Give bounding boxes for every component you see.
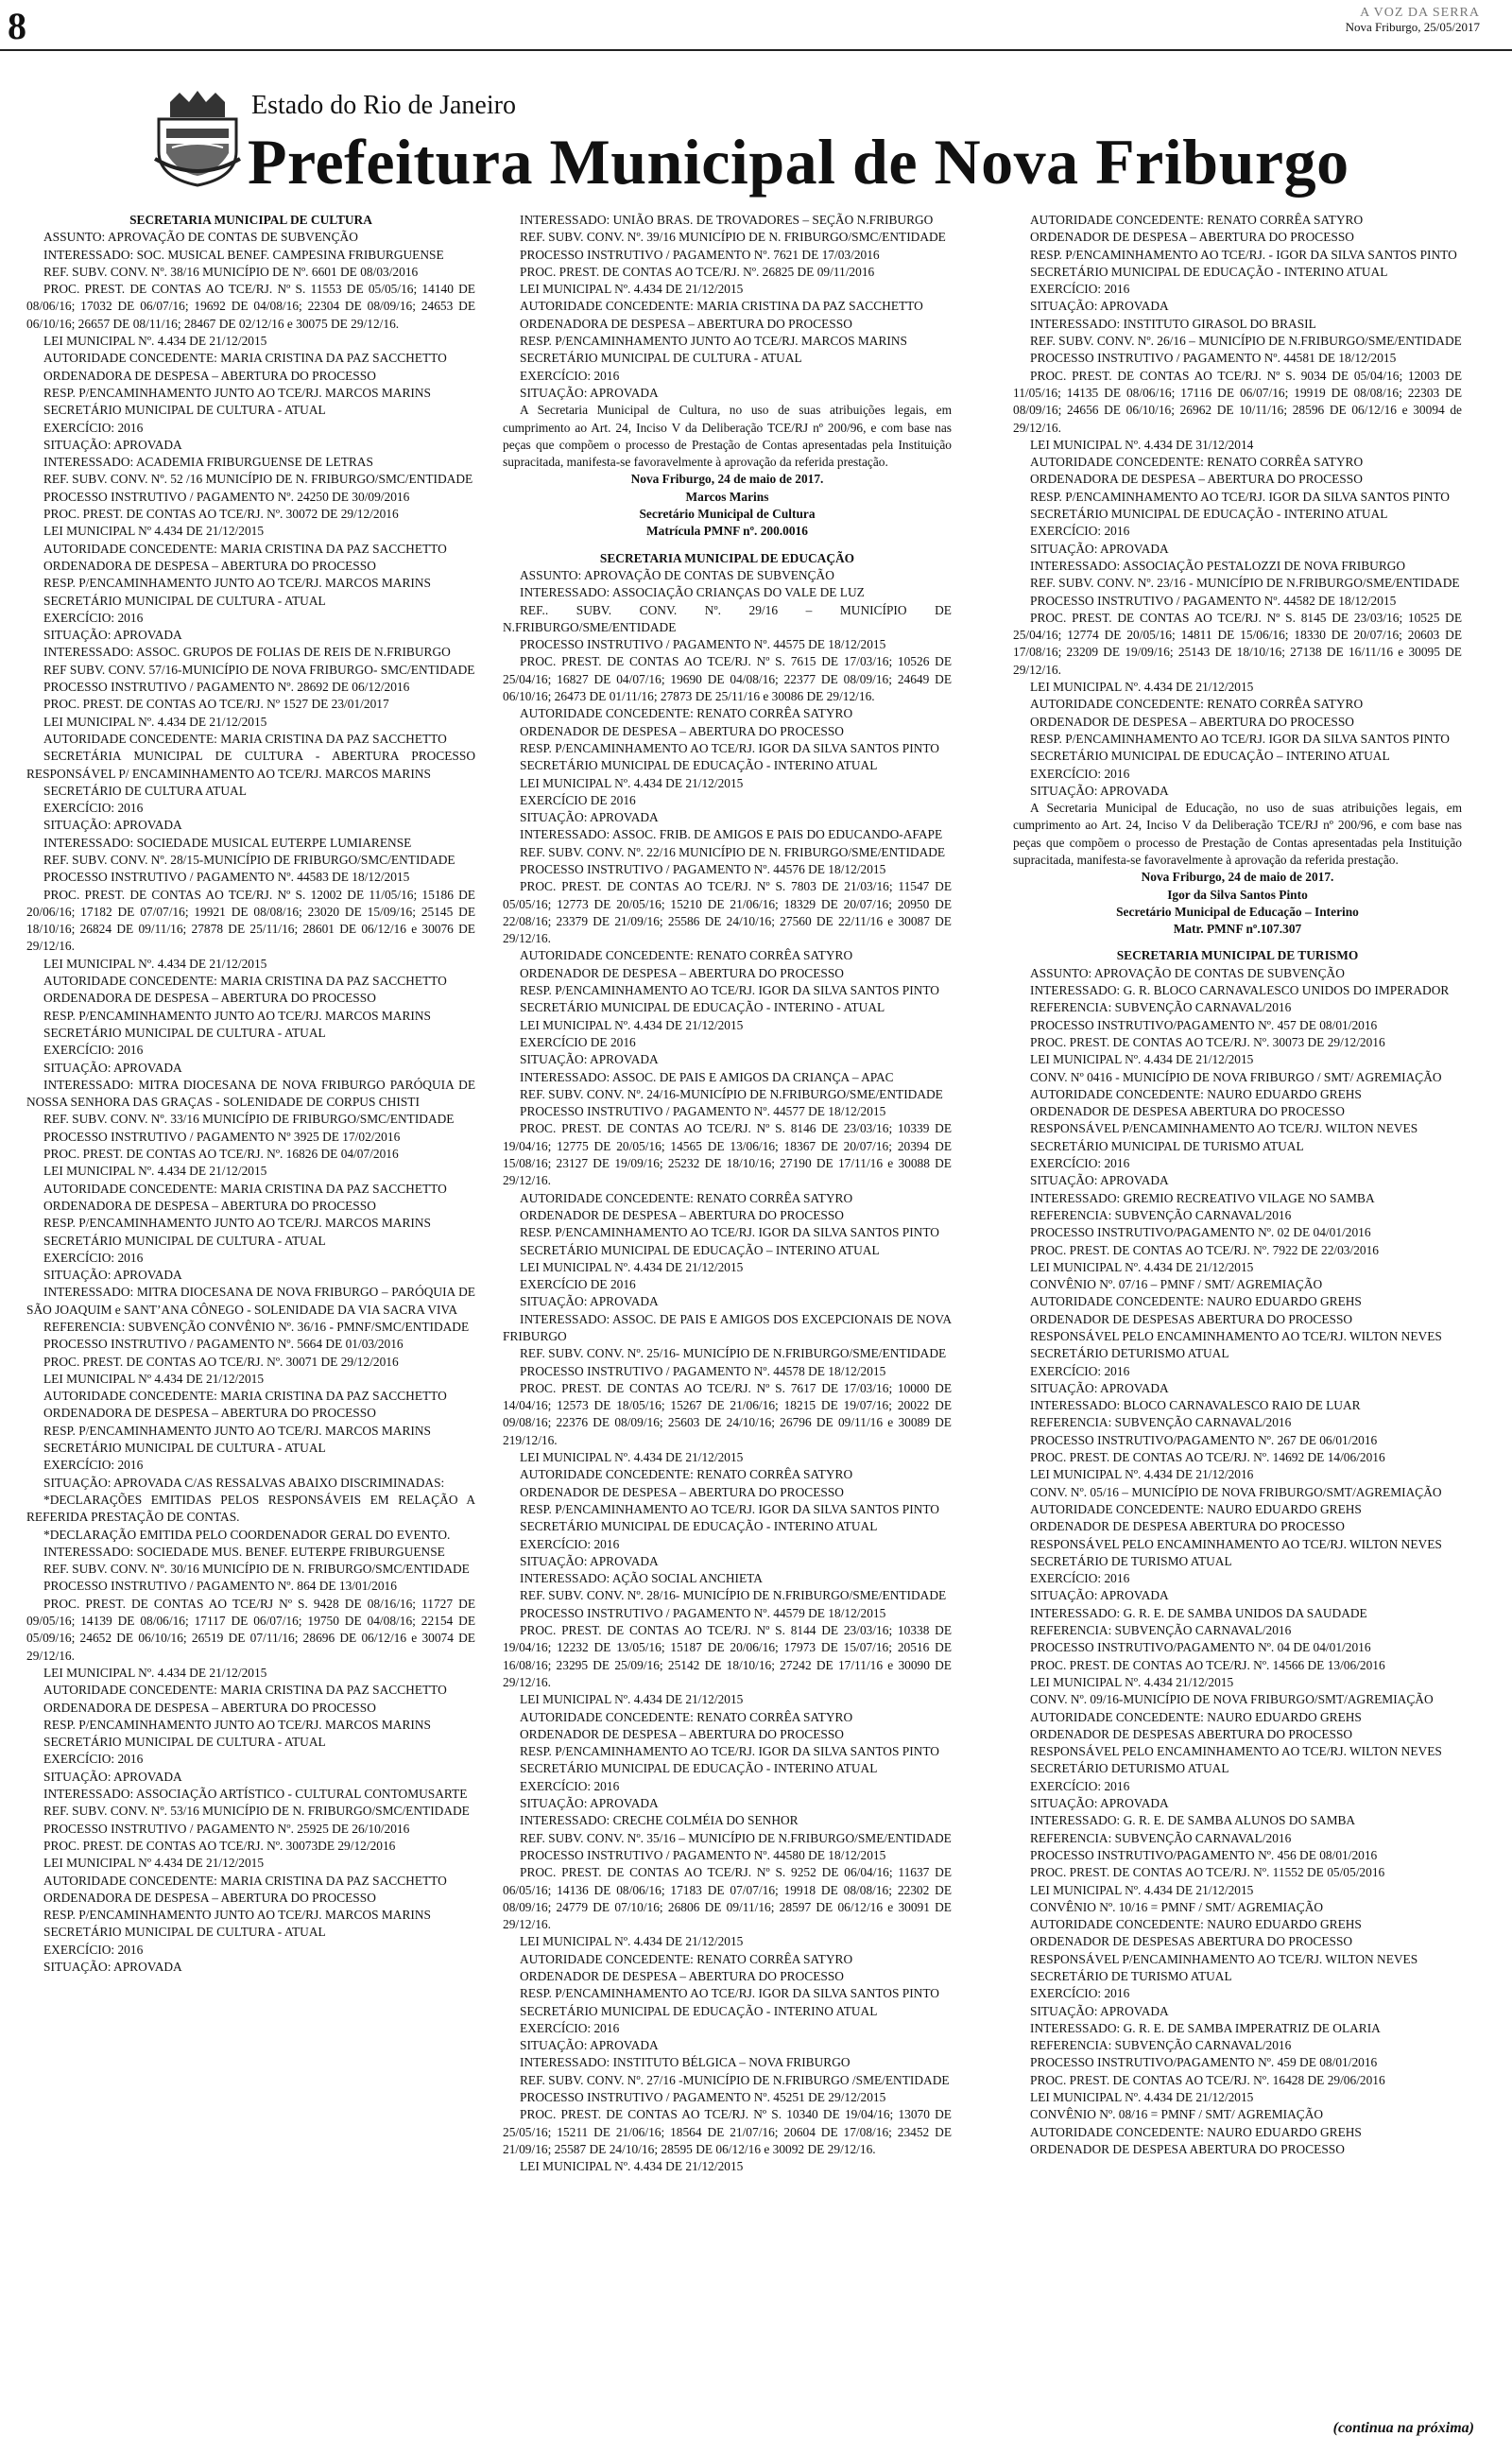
paragraph: AUTORIDADE CONCEDENTE: RENATO CORRÊA SATYRO: [520, 706, 853, 721]
paragraph: RESP. P/ENCAMINHAMENTO JUNTO AO TCE/RJ. MARCOS MARINS: [43, 1423, 431, 1438]
page-title: Prefeitura Municipal de Nova Friburgo: [248, 126, 1349, 198]
paragraph: PROCESSO INSTRUTIVO / PAGAMENTO Nº 3925 DE 17/02/2016: [43, 1129, 401, 1144]
paragraph: EXERCÍCIO DE 2016: [520, 792, 636, 807]
paragraph: SITUAÇÃO: APROVADA: [520, 1553, 659, 1568]
paragraph: SECRETÁRIO DETURISMO ATUAL: [1030, 1761, 1229, 1776]
section-heading: Matrícula PMNF nº. 200.0016: [646, 524, 808, 539]
paragraph: REFERENCIA: SUBVENÇÃO CARNAVAL/2016: [1030, 1207, 1292, 1222]
paragraph: LEI MUNICIPAL Nº. 4.434 DE 31/12/2014: [1030, 437, 1254, 452]
paragraph: SECRETÁRIO MUNICIPAL DE CULTURA - ATUAL: [43, 1925, 326, 1940]
paragraph: SITUAÇÃO: APROVADA: [43, 437, 182, 452]
paragraph: INTERESSADO: ASSOC. GRUPOS DE FOLIAS DE REIS DE N.FRIBURGO: [43, 645, 451, 660]
paragraph: RESP. P/ENCAMINHAMENTO AO TCE/RJ. IGOR DA SILVA SANTOS PINTO: [520, 1744, 939, 1759]
paragraph: INTERESSADO: UNIÃO BRAS. DE TROVADORES – SEÇÃO N.FRIBURGO: [520, 213, 934, 227]
paragraph: EXERCÍCIO: 2016: [520, 368, 620, 383]
paragraph: REFERENCIA: SUBVENÇÃO CONVÊNIO Nº. 36/16 - PMNF/SMC/ENTIDADE: [43, 1320, 470, 1334]
page-number: 8: [8, 5, 26, 47]
paragraph: PROCESSO INSTRUTIVO / PAGAMENTO Nº. 44579 DE 18/12/2015: [520, 1605, 886, 1620]
paragraph: EXERCÍCIO: 2016: [1030, 766, 1130, 781]
paragraph: REF. SUBV. CONV. Nº. 26/16 – MUNICÍPIO DE N.FRIBURGO/SME/ENTIDADE: [1030, 334, 1462, 349]
paragraph: ORDENADOR DE DESPESAS ABERTURA DO PROCESSO: [1030, 1311, 1353, 1326]
section-heading: Nova Friburgo, 24 de maio de 2017.: [1141, 870, 1334, 885]
paragraph: SECRETÁRIO DETURISMO ATUAL: [1030, 1346, 1229, 1361]
paragraph: PROCESSO INSTRUTIVO / PAGAMENTO Nº. 44583 DE 18/12/2015: [43, 870, 410, 885]
paragraph: ORDENADORA DE DESPESA – ABERTURA DO PROCESSO: [43, 1700, 376, 1715]
paragraph: REFERENCIA: SUBVENÇÃO CARNAVAL/2016: [1030, 1623, 1292, 1638]
paragraph: ORDENADOR DE DESPESA – ABERTURA DO PROCESSO: [520, 1484, 844, 1499]
paragraph: EXERCÍCIO DE 2016: [520, 1034, 636, 1049]
paragraph: PROC. PREST. DE CONTAS AO TCE/RJ. Nº 1527 DE 23/01/2017: [43, 697, 389, 712]
paragraph: SITUAÇÃO: APROVADA: [520, 810, 659, 825]
paragraph: ORDENADORA DE DESPESA – ABERTURA DO PROCESSO: [43, 368, 376, 383]
paragraph: PROC. PREST. DE CONTAS AO TCE/RJ. Nº S. 7617 DE 17/03/16; 10000 DE 14/04/16; 12573 DE 18/05/16; 15267 DE 21/06/16; 18215 DE 19/07/16; 20022 DE 09/08/16; 22376 DE 08/09/16; 25603 DE 24/10/16; 26796 DE 09/11/16 e 30089 DE 219/12/16.: [503, 1380, 952, 1447]
paragraph: EXERCÍCIO: 2016: [1030, 282, 1130, 297]
paragraph: AUTORIDADE CONCEDENTE: NAURO EDUARDO GREHS: [1030, 1501, 1362, 1516]
paragraph: REF. SUBV. CONV. Nº. 30/16 MUNICÍPIO DE N. FRIBURGO/SMC/ENTIDADE: [43, 1562, 470, 1577]
section-heading: Secretário Municipal de Educação – Interino: [1116, 904, 1359, 919]
paragraph: RESP. P/ENCAMINHAMENTO JUNTO AO TCE/RJ. MARCOS MARINS: [43, 576, 431, 591]
paragraph: AUTORIDADE CONCEDENTE: RENATO CORRÊA SATYRO: [520, 1951, 853, 1966]
paragraph: ASSUNTO: APROVAÇÃO DE CONTAS DE SUBVENÇÃO: [1030, 965, 1345, 980]
paragraph: AUTORIDADE CONCEDENTE: MARIA CRISTINA DA PAZ SACCHETTO: [43, 731, 447, 746]
section-heading: SECRETARIA MUNICIPAL DE CULTURA: [129, 213, 372, 227]
spacer: [1013, 938, 1462, 947]
paragraph: EXERCÍCIO: 2016: [43, 1942, 144, 1957]
paragraph: PROCESSO INSTRUTIVO / PAGAMENTO Nº. 44575 DE 18/12/2015: [520, 637, 886, 652]
paragraph: EXERCÍCIO: 2016: [1030, 1571, 1130, 1586]
paragraph: EXERCÍCIO: 2016: [43, 801, 144, 816]
paragraph: PROCESSO INSTRUTIVO / PAGAMENTO Nº. 44577 DE 18/12/2015: [520, 1104, 886, 1119]
paragraph: PROC. PREST. DE CONTAS AO TCE/RJ. Nº. 14692 DE 14/06/2016: [1030, 1450, 1385, 1465]
paragraph: SECRETÁRIO MUNICIPAL DE CULTURA - ATUAL: [520, 351, 802, 366]
paragraph: SECRETÁRIO MUNICIPAL DE TURISMO ATUAL: [1030, 1138, 1304, 1153]
paragraph: SITUAÇÃO: APROVADA: [1030, 1380, 1169, 1395]
paragraph: AUTORIDADE CONCEDENTE: RENATO CORRÊA SATYRO: [1030, 455, 1364, 470]
paragraph: LEI MUNICIPAL Nº. 4.434 DE 21/12/2015: [520, 282, 744, 297]
paragraph: LEI MUNICIPAL Nº. 4.434 DE 21/12/2015: [43, 334, 267, 349]
paragraph: SECRETÁRIO DE CULTURA ATUAL: [43, 783, 247, 798]
paragraph: AUTORIDADE CONCEDENTE: MARIA CRISTINA DA PAZ SACCHETTO: [43, 974, 447, 989]
paragraph: PROC. PREST. DE CONTAS AO TCE/RJ. Nº. 16428 DE 29/06/2016: [1030, 2072, 1385, 2087]
paragraph: SECRETÁRIO MUNICIPAL DE CULTURA - ATUAL: [43, 1025, 326, 1040]
paragraph: PROC. PREST. DE CONTAS AO TCE/RJ. Nº. 7922 DE 22/03/2016: [1030, 1242, 1380, 1257]
paragraph: ORDENADOR DE DESPESA – ABERTURA DO PROCESSO: [1030, 714, 1354, 729]
paragraph: SECRETÁRIO MUNICIPAL DE CULTURA - ATUAL: [43, 1441, 326, 1456]
paragraph: EXERCÍCIO: 2016: [1030, 1156, 1130, 1171]
paragraph: SITUAÇÃO: APROVADA: [1030, 1173, 1169, 1188]
paragraph: PROCESSO INSTRUTIVO / PAGAMENTO Nº. 44578 DE 18/12/2015: [520, 1363, 886, 1378]
paragraph: INTERESSADO: G. R. E. DE SAMBA ALUNOS DO SAMBA: [1030, 1813, 1356, 1828]
paragraph: SITUAÇÃO: APROVADA: [520, 1052, 659, 1067]
paragraph: SITUAÇÃO: APROVADA: [520, 1796, 659, 1811]
paragraph: REF. SUBV. CONV. Nº. 53/16 MUNICÍPIO DE N. FRIBURGO/SMC/ENTIDADE: [43, 1804, 470, 1819]
paragraph: INTERESSADO: BLOCO CARNAVALESCO RAIO DE LUAR: [1030, 1398, 1361, 1413]
paragraph: ORDENADORA DE DESPESA – ABERTURA DO PROCESSO: [43, 1198, 376, 1213]
paragraph: ORDENADOR DE DESPESA – ABERTURA DO PROCESSO: [520, 1726, 844, 1741]
paragraph: RESP. P/ENCAMINHAMENTO JUNTO AO TCE/RJ. MARCOS MARINS: [43, 1908, 431, 1923]
section-heading: Secretário Municipal de Cultura: [639, 507, 816, 522]
column-left: [26, 212, 475, 2414]
paragraph: EXERCÍCIO: 2016: [43, 1043, 144, 1058]
paragraph: INTERESSADO: ASSOCIAÇÃO CRIANÇAS DO VALE DE LUZ: [520, 585, 865, 600]
paragraph: PROC. PREST. DE CONTAS AO TCE/RJ Nº S. 9428 DE 08/16/16; 11727 DE 09/05/16; 14139 DE 08/06/16; 17117 DE 06/07/16; 19750 DE 04/08/16; 22154 DE 05/09/16; 24652 DE 06/10/16; 26519 DE 07/11/16; 28696 DE 06/12/16 e 30074 DE 29/12/16.: [26, 1596, 475, 1663]
paragraph: SECRETÁRIO MUNICIPAL DE EDUCAÇÃO - INTERINO ATUAL: [1030, 507, 1388, 522]
paragraph: PROCESSO INSTRUTIVO/PAGAMENTO Nº. 456 DE 08/01/2016: [1030, 1847, 1378, 1862]
paragraph: INTERESSADO: G. R. BLOCO CARNAVALESCO UNIDOS DO IMPERADOR: [1030, 983, 1450, 998]
paragraph: RESPONSÁVEL PELO ENCAMINHAMENTO AO TCE/RJ. WILTON NEVES: [1030, 1329, 1442, 1343]
paragraph: SITUAÇÃO: APROVADA: [1030, 783, 1169, 798]
paragraph: PROCESSO INSTRUTIVO/PAGAMENTO Nº. 02 DE 04/01/2016: [1030, 1225, 1371, 1240]
paragraph: AUTORIDADE CONCEDENTE: RENATO CORRÊA SATYRO: [520, 1709, 853, 1724]
paragraph: PROC. PREST. DE CONTAS AO TCE/RJ. Nº. 30073 DE 29/12/2016: [1030, 1034, 1385, 1049]
paragraph: SITUAÇÃO: APROVADA: [1030, 1588, 1169, 1603]
paragraph: RESPONSÁVEL P/ENCAMINHAMENTO AO TCE/RJ. WILTON NEVES: [1030, 1121, 1418, 1136]
paragraph: ORDENADORA DE DESPESA – ABERTURA DO PROCESSO: [43, 1406, 376, 1421]
paragraph: LEI MUNICIPAL Nº. 4.434 DE 21/12/2015: [1030, 680, 1254, 695]
paragraph: REF. SUBV. CONV. Nº. 23/16 - MUNICÍPIO DE N.FRIBURGO/SME/ENTIDADE: [1030, 576, 1460, 591]
paragraph: REF. SUBV. CONV. Nº. 24/16-MUNICÍPIO DE N.FRIBURGO/SME/ENTIDADE: [520, 1086, 943, 1101]
paragraph: SITUAÇÃO: APROVADA: [520, 1294, 659, 1309]
paragraph: LEI MUNICIPAL Nº. 4.434 DE 21/12/2015: [1030, 1052, 1254, 1067]
paragraph: RESP. P/ENCAMINHAMENTO AO TCE/RJ. IGOR DA SILVA SANTOS PINTO: [1030, 489, 1450, 504]
paragraph: ORDENADORA DE DESPESA – ABERTURA DO PROCESSO: [520, 316, 852, 331]
paragraph: INTERESSADO: ASSOCIAÇÃO ARTÍSTICO - CULTURAL CONTOMUSARTE: [43, 1787, 468, 1802]
paragraph: PROC. PREST. DE CONTAS AO TCE/RJ. Nº S. 9034 DE 05/04/16; 12003 DE 11/05/16; 14135 DE 08/06/16; 17116 DE 06/07/16; 19919 DE 08/08/16; 22303 DE 08/09/16; 24656 DE 06/10/16; 26962 DE 10/11/16; 28596 DE 06/12/16 e 30094 de 29/12/16.: [1013, 368, 1462, 435]
paragraph: CONV. Nº. 09/16-MUNICÍPIO DE NOVA FRIBURGO/SMT/AGREMIAÇÃO: [1030, 1692, 1434, 1707]
paragraph: INTERESSADO: SOCIEDADE MUSICAL EUTERPE LUMIARENSE: [43, 835, 412, 850]
paragraph: PROCESSO INSTRUTIVO / PAGAMENTO Nº. 44576 DE 18/12/2015: [520, 861, 886, 876]
paragraph: AUTORIDADE CONCEDENTE: MARIA CRISTINA DA PAZ SACCHETTO: [520, 299, 923, 314]
paragraph: ORDENADORA DE DESPESA – ABERTURA DO PROCESSO: [1030, 472, 1363, 487]
paragraph: INTERESSADO: MITRA DIOCESANA DE NOVA FRIBURGO – PARÓQUIA DE SÃO JOAQUIM e SANT’ANA CÔNEGO - SOLENIDADE DA VIA SACRA VIVA: [26, 1285, 475, 1317]
paragraph: LEI MUNICIPAL Nº. 4.434 21/12/2015: [1030, 1674, 1234, 1689]
paragraph: SITUAÇÃO: APROVADA: [43, 628, 182, 643]
paragraph: PROC. PREST. DE CONTAS AO TCE/RJ. Nº. 16826 DE 04/07/2016: [43, 1147, 399, 1162]
paragraph: PROCESSO INSTRUTIVO / PAGAMENTO Nº. 45251 DE 29/12/2015: [520, 2090, 886, 2105]
paragraph: RESP. P/ENCAMINHAMENTO AO TCE/RJ. - IGOR DA SILVA SANTOS PINTO: [1030, 247, 1457, 262]
paragraph: AUTORIDADE CONCEDENTE: NAURO EDUARDO GREHS: [1030, 1294, 1362, 1309]
paragraph: RESP. P/ENCAMINHAMENTO AO TCE/RJ. IGOR DA SILVA SANTOS PINTO: [520, 983, 939, 998]
paragraph: SITUAÇÃO: APROVADA: [1030, 299, 1169, 314]
header-rule: [0, 49, 1512, 51]
section-heading: SECRETARIA MUNICIPAL DE TURISMO: [1116, 948, 1359, 963]
page-header-meta: [1346, 6, 1480, 34]
paragraph: PROCESSO INSTRUTIVO / PAGAMENTO Nº. 44581 DE 18/12/2015: [1030, 351, 1397, 366]
paragraph: INTERESSADO: GREMIO RECREATIVO VILAGE NO SAMBA: [1030, 1190, 1375, 1205]
paragraph: REF. SUBV. CONV. Nº. 22/16 MUNICÍPIO DE N. FRIBURGO/SME/ENTIDADE: [520, 844, 946, 859]
paragraph: PROCESSO INSTRUTIVO/PAGAMENTO Nº. 04 DE 04/01/2016: [1030, 1640, 1371, 1655]
paragraph: LEI MUNICIPAL Nº. 4.434 DE 21/12/2015: [520, 1692, 744, 1707]
paragraph: EXERCÍCIO: 2016: [43, 610, 144, 625]
paragraph: REF. SUBV. CONV. Nº. 28/16- MUNICÍPIO DE N.FRIBURGO/SME/ENTIDADE: [520, 1588, 947, 1603]
paragraph: PROCESSO INSTRUTIVO / PAGAMENTO Nº. 28692 DE 06/12/2016: [43, 680, 410, 695]
paragraph: SITUAÇÃO: APROVADA: [1030, 2003, 1169, 2018]
paragraph: SECRETÁRIO MUNICIPAL DE EDUCAÇÃO - INTERINO ATUAL: [1030, 264, 1388, 279]
paragraph: PROCESSO INSTRUTIVO / PAGAMENTO Nº. 25925 DE 26/10/2016: [43, 1821, 410, 1836]
paragraph: SECRETÁRIA MUNICIPAL DE CULTURA - ABERTURA PROCESSO RESPONSÁVEL P/ ENCAMINHAMENTO AO TCE/RJ. MARCOS MARINS: [26, 749, 475, 781]
paragraph: LEI MUNICIPAL Nº. 4.434 DE 21/12/2016: [1030, 1467, 1254, 1482]
column-middle: [503, 212, 952, 2414]
paragraph: REFERENCIA: SUBVENÇÃO CARNAVAL/2016: [1030, 2038, 1292, 2053]
paragraph: SECRETÁRIO MUNICIPAL DE EDUCAÇÃO - INTERINO ATUAL: [520, 1761, 878, 1776]
paragraph: LEI MUNICIPAL Nº. 4.434 DE 21/12/2015: [520, 1934, 744, 1949]
paragraph: REF. SUBV. CONV. Nº. 38/16 MUNICÍPIO DE Nº. 6601 DE 08/03/2016: [43, 264, 419, 279]
spacer: [503, 541, 952, 550]
dateline: Nova Friburgo, 25/05/2017: [1345, 20, 1480, 34]
paragraph: AUTORIDADE CONCEDENTE: NAURO EDUARDO GREHS: [1030, 1086, 1362, 1101]
paragraph: AUTORIDADE CONCEDENTE: MARIA CRISTINA DA PAZ SACCHETTO: [43, 1181, 447, 1196]
paragraph: PROC. PREST. DE CONTAS AO TCE/RJ. Nº S. 12002 DE 11/05/16; 15186 DE 20/06/16; 17182 DE 07/07/16; 19921 DE 08/08/16; 23020 DE 15/09/16; 25145 DE 18/10/16; 26824 DE 09/11/16; 27878 DE 25/11/16; 28601 DE 06/12/16 e 30076 DE 29/12/16.: [26, 887, 475, 954]
paragraph: EXERCÍCIO: 2016: [43, 1458, 144, 1473]
paragraph: LEI MUNICIPAL Nº. 4.434 DE 21/12/2015: [520, 2159, 744, 2174]
paragraph: ORDENADOR DE DESPESAS ABERTURA DO PROCESSO: [1030, 1934, 1353, 1949]
paragraph: INTERESSADO: INSTITUTO GIRASOL DO BRASIL: [1030, 316, 1316, 331]
paragraph: SITUAÇÃO: APROVADA C/AS RESSALVAS ABAIXO DISCRIMINADAS:: [43, 1475, 445, 1490]
section-heading: Marcos Marins: [685, 489, 769, 504]
paragraph: CONVÊNIO Nº. 10/16 = PMNF / SMT/ AGREMIAÇÃO: [1030, 1899, 1324, 1914]
paragraph: PROC. PREST. DE CONTAS AO TCE/RJ. Nº. 14566 DE 13/06/2016: [1030, 1657, 1385, 1672]
paragraph: *DECLARAÇÕES EMITIDAS PELOS RESPONSÁVEIS EM RELAÇÃO A REFERIDA PRESTAÇÃO DE CONTAS.: [26, 1492, 475, 1525]
paragraph: AUTORIDADE CONCEDENTE: RENATO CORRÊA SATYRO: [520, 1467, 853, 1482]
paragraph: ORDENADOR DE DESPESA – ABERTURA DO PROCESSO: [520, 1968, 844, 1983]
paragraph: REFERENCIA: SUBVENÇÃO CARNAVAL/2016: [1030, 1415, 1292, 1430]
paragraph: ORDENADOR DE DESPESA – ABERTURA DO PROCESSO: [520, 723, 844, 738]
coat-of-arms-icon: [151, 91, 244, 187]
paragraph: LEI MUNICIPAL Nº 4.434 DE 21/12/2015: [43, 1371, 265, 1386]
paragraph: REF. SUBV. CONV. Nº. 28/15-MUNICÍPIO DE FRIBURGO/SMC/ENTIDADE: [43, 852, 455, 867]
paragraph: EXERCÍCIO DE 2016: [520, 1277, 636, 1292]
paragraph: AUTORIDADE CONCEDENTE: RENATO CORRÊA SATYRO: [520, 1190, 853, 1205]
section-heading: Matr. PMNF nº.107.307: [1173, 922, 1302, 937]
paragraph: REFERENCIA: SUBVENÇÃO CARNAVAL/2016: [1030, 1000, 1292, 1015]
paragraph: RESP. P/ENCAMINHAMENTO AO TCE/RJ. IGOR DA SILVA SANTOS PINTO: [520, 740, 939, 755]
paragraph: LEI MUNICIPAL Nº 4.434 DE 21/12/2015: [43, 524, 265, 539]
paragraph: ORDENADOR DE DESPESA ABERTURA DO PROCESSO: [1030, 1519, 1345, 1534]
paragraph: PROC. PREST. DE CONTAS AO TCE/RJ. Nº S. 9252 DE 06/04/16; 11637 DE 06/05/16; 14136 DE 08/06/16; 17183 DE 07/07/16; 19918 DE 08/08/16; 22302 DE 08/09/16; 24779 DE 07/10/16; 26806 DE 09/11/16; 28597 DE 06/12/16 e 30091 DE 29/12/16.: [503, 1865, 952, 1932]
paragraph: AUTORIDADE CONCEDENTE: NAURO EDUARDO GREHS: [1030, 2124, 1362, 2139]
paragraph: ORDENADORA DE DESPESA – ABERTURA DO PROCESSO: [43, 558, 376, 573]
paragraph: EXERCÍCIO: 2016: [1030, 1986, 1130, 2001]
paragraph: LEI MUNICIPAL Nº. 4.434 DE 21/12/2015: [43, 1164, 267, 1179]
paragraph: RESP. P/ENCAMINHAMENTO JUNTO AO TCE/RJ. MARCOS MARINS: [520, 334, 907, 349]
paragraph: LEI MUNICIPAL Nº. 4.434 DE 21/12/2015: [43, 1665, 267, 1680]
paragraph: PROC. PREST. DE CONTAS AO TCE/RJ. Nº S. 11553 DE 05/05/16; 14140 DE 08/06/16; 17032 DE 06/07/16; 19692 DE 04/08/16; 22304 DE 08/09/16; 24653 DE 06/10/16; 26657 DE 08/11/16; 28467 DE 02/12/16 e 30075 DE 29/12/16.: [26, 282, 475, 331]
paragraph: SECRETÁRIO MUNICIPAL DE EDUCAÇÃO - INTERINO - ATUAL: [520, 1000, 885, 1015]
paragraph: EXERCÍCIO: 2016: [520, 2020, 620, 2035]
paragraph: AUTORIDADE CONCEDENTE: RENATO CORRÊA SATYRO: [1030, 213, 1364, 227]
paragraph: RESP. P/ENCAMINHAMENTO AO TCE/RJ. IGOR DA SILVA SANTOS PINTO: [1030, 731, 1450, 746]
paragraph: EXERCÍCIO: 2016: [43, 420, 144, 435]
paragraph: LEI MUNICIPAL Nº. 4.434 DE 21/12/2015: [1030, 1259, 1254, 1274]
paragraph: INTERESSADO: CRECHE COLMÉIA DO SENHOR: [520, 1813, 799, 1828]
paragraph: SECRETÁRIO MUNICIPAL DE EDUCAÇÃO - INTERINO ATUAL: [520, 758, 878, 773]
paragraph: SITUAÇÃO: APROVADA: [43, 1268, 182, 1283]
paragraph: LEI MUNICIPAL Nº. 4.434 DE 21/12/2015: [43, 956, 267, 971]
paragraph: AUTORIDADE CONCEDENTE: MARIA CRISTINA DA PAZ SACCHETTO: [43, 1873, 447, 1888]
paragraph: REF. SUBV. CONV. Nº. 39/16 MUNICÍPIO DE N. FRIBURGO/SMC/ENTIDADE: [520, 230, 946, 245]
paragraph: SITUAÇÃO: APROVADA: [520, 2038, 659, 2053]
paragraph: PROCESSO INSTRUTIVO / PAGAMENTO Nº. 5664 DE 01/03/2016: [43, 1337, 404, 1352]
paragraph: A Secretaria Municipal de Educação, no uso de suas atribuições legais, em cumprimento ao Art. 24, Inciso V da Deliberação TCE/RJ nº 200/96, e com base nas peças que compõem o processo de Prestação de Contas apresentadas pela Instituição supracitada, manifesta-se favoravelmente à aprovação da referida prestação.: [1013, 801, 1462, 867]
paragraph: INTERESSADO: ASSOC. DE PAIS E AMIGOS DOS EXCEPCIONAIS DE NOVA FRIBURGO: [503, 1311, 952, 1343]
paragraph: INTERESSADO: MITRA DIOCESANA DE NOVA FRIBURGO PARÓQUIA DE NOSSA SENHORA DAS GRAÇAS - SOLENIDADE DE CORPUS CHISTI: [26, 1077, 475, 1110]
paragraph: PROCESSO INSTRUTIVO/PAGAMENTO Nº. 459 DE 08/01/2016: [1030, 2055, 1378, 2070]
paragraph: SITUAÇÃO: APROVADA: [520, 385, 659, 400]
paragraph: ORDENADOR DE DESPESA ABERTURA DO PROCESSO: [1030, 2141, 1345, 2156]
paragraph: SECRETÁRIO MUNICIPAL DE CULTURA - ATUAL: [43, 593, 326, 608]
paragraph: INTERESSADO: INSTITUTO BÉLGICA – NOVA FRIBURGO: [520, 2055, 850, 2070]
paragraph: REF. SUBV. CONV. Nº. 25/16- MUNICÍPIO DE N.FRIBURGO/SME/ENTIDADE: [520, 1346, 947, 1361]
masthead: [151, 74, 1474, 206]
state-name: Estado do Rio de Janeiro: [251, 91, 516, 120]
paragraph: SECRETÁRIO MUNICIPAL DE CULTURA - ATUAL: [43, 1735, 326, 1750]
publication-name: A VOZ DA SERRA: [1360, 6, 1480, 20]
paragraph: CONVÊNIO Nº. 07/16 – PMNF / SMT/ AGREMIAÇÃO: [1030, 1277, 1323, 1292]
paragraph: INTERESSADO: SOCIEDADE MUS. BENEF. EUTERPE FRIBURGUENSE: [43, 1544, 445, 1559]
paragraph: REF.. SUBV. CONV. Nº. 29/16 – MUNICÍPIO DE N.FRIBURGO/SME/ENTIDADE: [503, 602, 952, 634]
paragraph: RESPONSÁVEL PELO ENCAMINHAMENTO AO TCE/RJ. WILTON NEVES: [1030, 1744, 1442, 1759]
paragraph: INTERESSADO: ASSOCIAÇÃO PESTALOZZI DE NOVA FRIBURGO: [1030, 558, 1406, 573]
paragraph: SITUAÇÃO: APROVADA: [43, 1769, 182, 1784]
paragraph: PROC. PREST. DE CONTAS AO TCE/RJ. Nº. 30073DE 29/12/2016: [43, 1838, 396, 1853]
paragraph: A Secretaria Municipal de Cultura, no uso de suas atribuições legais, em cumprimento ao Art. 24, Inciso V da Deliberação TCE/RJ nº 200/96, e com base nas peças que compõem o processo de Prestação de Contas apresentadas pela Instituição supracitada, manifesta-se favoravelmente à aprovação da referida prestação.: [503, 403, 952, 470]
paragraph: AUTORIDADE CONCEDENTE: MARIA CRISTINA DA PAZ SACCHETTO: [43, 1683, 447, 1698]
paragraph: CONV. Nº 0416 - MUNICÍPIO DE NOVA FRIBURGO / SMT/ AGREMIAÇÃO: [1030, 1069, 1442, 1084]
paragraph: PROC. PREST. DE CONTAS AO TCE/RJ. Nº S. 10340 DE 19/04/16; 13070 DE 25/05/16; 15211 DE 21/06/16; 18564 DE 21/07/16; 20604 DE 17/08/16; 23452 DE 21/09/16; 25587 DE 24/10/16; 28595 DE 06/12/16 e 30092 DE 29/12/16.: [503, 2107, 952, 2156]
paragraph: ASSUNTO: APROVAÇÃO DE CONTAS DE SUBVENÇÃO: [43, 230, 358, 245]
paragraph: EXERCÍCIO: 2016: [43, 1250, 144, 1265]
paragraph: LEI MUNICIPAL Nº. 4.434 DE 21/12/2015: [520, 775, 744, 790]
paragraph: REFERENCIA: SUBVENÇÃO CARNAVAL/2016: [1030, 1830, 1292, 1845]
paragraph: LEI MUNICIPAL Nº. 4.434 DE 21/12/2015: [43, 714, 267, 729]
paragraph: SITUAÇÃO: APROVADA: [1030, 1796, 1169, 1811]
paragraph: AUTORIDADE CONCEDENTE: MARIA CRISTINA DA PAZ SACCHETTO: [43, 541, 447, 556]
paragraph: AUTORIDADE CONCEDENTE: MARIA CRISTINA DA PAZ SACCHETTO: [43, 351, 447, 366]
paragraph: RESP. P/ENCAMINHAMENTO JUNTO AO TCE/RJ. MARCOS MARINS: [43, 1717, 431, 1732]
paragraph: RESPONSÁVEL PELO ENCAMINHAMENTO AO TCE/RJ. WILTON NEVES: [1030, 1536, 1442, 1551]
paragraph: INTERESSADO: AÇÃO SOCIAL ANCHIETA: [520, 1571, 763, 1586]
paragraph: RESP. P/ENCAMINHAMENTO JUNTO AO TCE/RJ. MARCOS MARINS: [43, 1216, 431, 1231]
paragraph: PROC. PREST. DE CONTAS AO TCE/RJ. Nº. 26825 DE 09/11/2016: [520, 264, 875, 279]
paragraph: SITUAÇÃO: APROVADA: [1030, 541, 1169, 556]
paragraph: ORDENADOR DE DESPESA – ABERTURA DO PROCESSO: [520, 965, 844, 980]
paragraph: PROCESSO INSTRUTIVO/PAGAMENTO Nº. 267 DE 06/01/2016: [1030, 1432, 1378, 1447]
paragraph: PROC. PREST. DE CONTAS AO TCE/RJ. Nº S. 7615 DE 17/03/16; 10526 DE 25/04/16; 16827 DE 04/07/16; 19690 DE 04/08/16; 22377 DE 08/09/16; 24649 DE 06/10/16; 26473 DE 01/11/16; 27873 DE 25/11/16 e 30086 DE 29/12/16.: [503, 654, 952, 704]
paragraph: ORDENADOR DE DESPESA – ABERTURA DO PROCESSO: [1030, 230, 1354, 245]
paragraph: RESP. P/ENCAMINHAMENTO JUNTO AO TCE/RJ. MARCOS MARINS: [43, 1008, 431, 1023]
paragraph: SECRETÁRIO DE TURISMO ATUAL: [1030, 1968, 1232, 1983]
paragraph: RESP. P/ENCAMINHAMENTO AO TCE/RJ. IGOR DA SILVA SANTOS PINTO: [520, 1501, 939, 1516]
paragraph: PROCESSO INSTRUTIVO / PAGAMENTO Nº. 864 DE 13/01/2016: [43, 1579, 397, 1594]
section-heading: SECRETARIA MUNICIPAL DE EDUCAÇÃO: [599, 550, 855, 565]
section-heading: Nova Friburgo, 24 de maio de 2017.: [630, 472, 824, 487]
paragraph: EXERCÍCIO: 2016: [520, 1778, 620, 1793]
paragraph: ORDENADORA DE DESPESA – ABERTURA DO PROCESSO: [43, 991, 376, 1006]
paragraph: CONV. Nº. 05/16 – MUNICÍPIO DE NOVA FRIBURGO/SMT/AGREMIAÇÃO: [1030, 1484, 1442, 1499]
paragraph: ORDENADOR DE DESPESA – ABERTURA DO PROCESSO: [520, 1207, 844, 1222]
paragraph: PROC. PREST. DE CONTAS AO TCE/RJ. Nº S. 8144 DE 23/03/16; 10338 DE 19/04/16; 12232 DE 13/05/16; 15187 DE 20/06/16; 17973 DE 15/07/16; 20516 DE 16/08/16; 23295 DE 25/09/16; 25142 DE 18/10/16; 27242 DE 17/11/16 e 30090 DE 29/12/16.: [503, 1623, 952, 1689]
paragraph: SITUAÇÃO: APROVADA: [43, 1959, 182, 1974]
paragraph: PROCESSO INSTRUTIVO / PAGAMENTO Nº. 24250 DE 30/09/2016: [43, 489, 410, 504]
paragraph: INTERESSADO: G. R. E. DE SAMBA UNIDOS DA SAUDADE: [1030, 1605, 1367, 1620]
paragraph: AUTORIDADE CONCEDENTE: MARIA CRISTINA DA PAZ SACCHETTO: [43, 1389, 447, 1404]
paragraph: CONVÊNIO Nº. 08/16 = PMNF / SMT/ AGREMIAÇÃO: [1030, 2107, 1324, 2122]
section-heading: Igor da Silva Santos Pinto: [1167, 887, 1308, 902]
paragraph: SITUAÇÃO: APROVADA: [43, 818, 182, 833]
paragraph: RESPONSÁVEL P/ENCAMINHAMENTO AO TCE/RJ. WILTON NEVES: [1030, 1951, 1418, 1966]
paragraph: ORDENADOR DE DESPESAS ABERTURA DO PROCESSO: [1030, 1726, 1353, 1741]
paragraph: REF. SUBV. CONV. Nº. 52 /16 MUNICÍPIO DE N. FRIBURGO/SMC/ENTIDADE: [43, 472, 473, 487]
paragraph: INTERESSADO: ASSOC. FRIB. DE AMIGOS E PAIS DO EDUCANDO-AFAPE: [520, 827, 943, 842]
paragraph: PROC. PREST. DE CONTAS AO TCE/RJ. Nº. 30072 DE 29/12/2016: [43, 507, 399, 522]
paragraph: AUTORIDADE CONCEDENTE: NAURO EDUARDO GREHS: [1030, 1709, 1362, 1724]
paragraph: SECRETÁRIO MUNICIPAL DE CULTURA - ATUAL: [43, 1233, 326, 1248]
paragraph: PROCESSO INSTRUTIVO / PAGAMENTO Nº. 44580 DE 18/12/2015: [520, 1847, 886, 1862]
paragraph: REF. SUBV. CONV. Nº. 35/16 – MUNICÍPIO DE N.FRIBURGO/SME/ENTIDADE: [520, 1830, 952, 1845]
paragraph: ASSUNTO: APROVAÇÃO DE CONTAS DE SUBVENÇÃO: [520, 567, 834, 582]
paragraph: SECRETÁRIO MUNICIPAL DE EDUCAÇÃO - INTERINO ATUAL: [520, 2003, 878, 2018]
paragraph: PROC. PREST. DE CONTAS AO TCE/RJ. Nº S. 8145 DE 23/03/16; 10525 DE 25/04/16; 12774 DE 20/05/16; 14811 DE 15/06/16; 18330 DE 20/07/16; 20603 DE 17/08/16; 23209 DE 19/09/16; 25143 DE 18/10/16; 27138 DE 16/11/16 e 30095 DE 29/12/16.: [1013, 610, 1462, 677]
paragraph: INTERESSADO: ASSOC. DE PAIS E AMIGOS DA CRIANÇA – APAC: [520, 1069, 894, 1084]
paragraph: SECRETÁRIO MUNICIPAL DE EDUCAÇÃO – INTERINO ATUAL: [1030, 749, 1390, 764]
continued-notice: (continua na próxima): [1332, 2420, 1474, 2436]
paragraph: REF. SUBV. CONV. Nº. 27/16 -MUNICÍPIO DE N.FRIBURGO /SME/ENTIDADE: [520, 2072, 950, 2087]
paragraph: RESP. P/ENCAMINHAMENTO AO TCE/RJ. IGOR DA SILVA SANTOS PINTO: [520, 1986, 939, 2001]
paragraph: EXERCÍCIO: 2016: [520, 1536, 620, 1551]
paragraph: EXERCÍCIO: 2016: [1030, 524, 1130, 539]
paragraph: LEI MUNICIPAL Nº. 4.434 DE 21/12/2015: [520, 1259, 744, 1274]
paragraph: RESP. P/ENCAMINHAMENTO JUNTO AO TCE/RJ. MARCOS MARINS: [43, 385, 431, 400]
paragraph: INTERESSADO: SOC. MUSICAL BENEF. CAMPESINA FRIBURGUENSE: [43, 247, 444, 262]
paragraph: REF SUBV. CONV. 57/16-MUNICÍPIO DE NOVA FRIBURGO- SMC/ENTIDADE: [43, 662, 475, 677]
paragraph: EXERCÍCIO: 2016: [1030, 1363, 1130, 1378]
paragraph: SECRETÁRIO MUNICIPAL DE CULTURA - ATUAL: [43, 403, 326, 418]
paragraph: ORDENADOR DE DESPESA ABERTURA DO PROCESSO: [1030, 1104, 1345, 1119]
paragraph: LEI MUNICIPAL Nº. 4.434 DE 21/12/2015: [520, 1450, 744, 1465]
paragraph: PROC. PREST. DE CONTAS AO TCE/RJ. Nº S. 7803 DE 21/03/16; 11547 DE 05/05/16; 12773 DE 20/05/16; 15210 DE 21/06/16; 18329 DE 20/07/16; 20950 DE 22/08/16; 23379 DE 21/09/16; 25586 DE 24/10/16; 27560 DE 22/11/16 e 30087 DE 29/12/16.: [503, 879, 952, 946]
paragraph: PROCESSO INSTRUTIVO/PAGAMENTO Nº. 457 DE 08/01/2016: [1030, 1017, 1378, 1032]
paragraph: LEI MUNICIPAL Nº. 4.434 DE 21/12/2015: [1030, 2090, 1254, 2105]
column-right: [1013, 212, 1462, 2414]
paragraph: AUTORIDADE CONCEDENTE: RENATO CORRÊA SATYRO: [1030, 697, 1364, 712]
paragraph: PROCESSO INSTRUTIVO / PAGAMENTO Nº. 44582 DE 18/12/2015: [1030, 593, 1397, 608]
paragraph: PROC. PREST. DE CONTAS AO TCE/RJ. Nº. 30071 DE 29/12/2016: [43, 1354, 399, 1369]
paragraph: AUTORIDADE CONCEDENTE: NAURO EDUARDO GREHS: [1030, 1917, 1362, 1932]
paragraph: SITUAÇÃO: APROVADA: [43, 1060, 182, 1075]
paragraph: RESP. P/ENCAMINHAMENTO AO TCE/RJ. IGOR DA SILVA SANTOS PINTO: [520, 1225, 939, 1240]
paragraph: SECRETÁRIO MUNICIPAL DE EDUCAÇÃO - INTERINO ATUAL: [520, 1519, 878, 1534]
paragraph: INTERESSADO: G. R. E. DE SAMBA IMPERATRIZ DE OLARIA: [1030, 2020, 1381, 2035]
paragraph: LEI MUNICIPAL Nº. 4.434 DE 21/12/2015: [520, 1017, 744, 1032]
paragraph: *DECLARAÇÃO EMITIDA PELO COORDENADOR GERAL DO EVENTO.: [43, 1527, 451, 1542]
paragraph: EXERCÍCIO: 2016: [43, 1752, 144, 1767]
paragraph: LEI MUNICIPAL Nº 4.434 DE 21/12/2015: [43, 1856, 265, 1871]
paragraph: AUTORIDADE CONCEDENTE: RENATO CORRÊA SATYRO: [520, 948, 853, 963]
paragraph: PROCESSO INSTRUTIVO / PAGAMENTO Nº. 7621 DE 17/03/2016: [520, 247, 880, 262]
paragraph: ORDENADORA DE DESPESA – ABERTURA DO PROCESSO: [43, 1890, 376, 1905]
paragraph: SECRETÁRIO MUNICIPAL DE EDUCAÇÃO – INTERINO ATUAL: [520, 1242, 880, 1257]
paragraph: INTERESSADO: ACADEMIA FRIBURGUENSE DE LETRAS: [43, 455, 373, 470]
paragraph: SECRETÁRIO DE TURISMO ATUAL: [1030, 1553, 1232, 1568]
paragraph: LEI MUNICIPAL Nº. 4.434 DE 21/12/2015: [1030, 1882, 1254, 1897]
paragraph: PROC. PREST. DE CONTAS AO TCE/RJ. Nº. 11552 DE 05/05/2016: [1030, 1865, 1385, 1880]
paragraph: PROC. PREST. DE CONTAS AO TCE/RJ. Nº S. 8146 DE 23/03/16; 10339 DE 19/04/16; 12775 DE 20/05/16; 14565 DE 13/06/16; 18367 DE 20/07/16; 20394 DE 15/08/16; 23127 DE 19/09/16; 25232 DE 18/10/16; 27190 DE 17/11/16 e 30088 DE 29/12/16.: [503, 1121, 952, 1188]
paragraph: REF. SUBV. CONV. Nº. 33/16 MUNICÍPIO DE FRIBURGO/SMC/ENTIDADE: [43, 1112, 455, 1127]
paragraph: EXERCÍCIO: 2016: [1030, 1778, 1130, 1793]
